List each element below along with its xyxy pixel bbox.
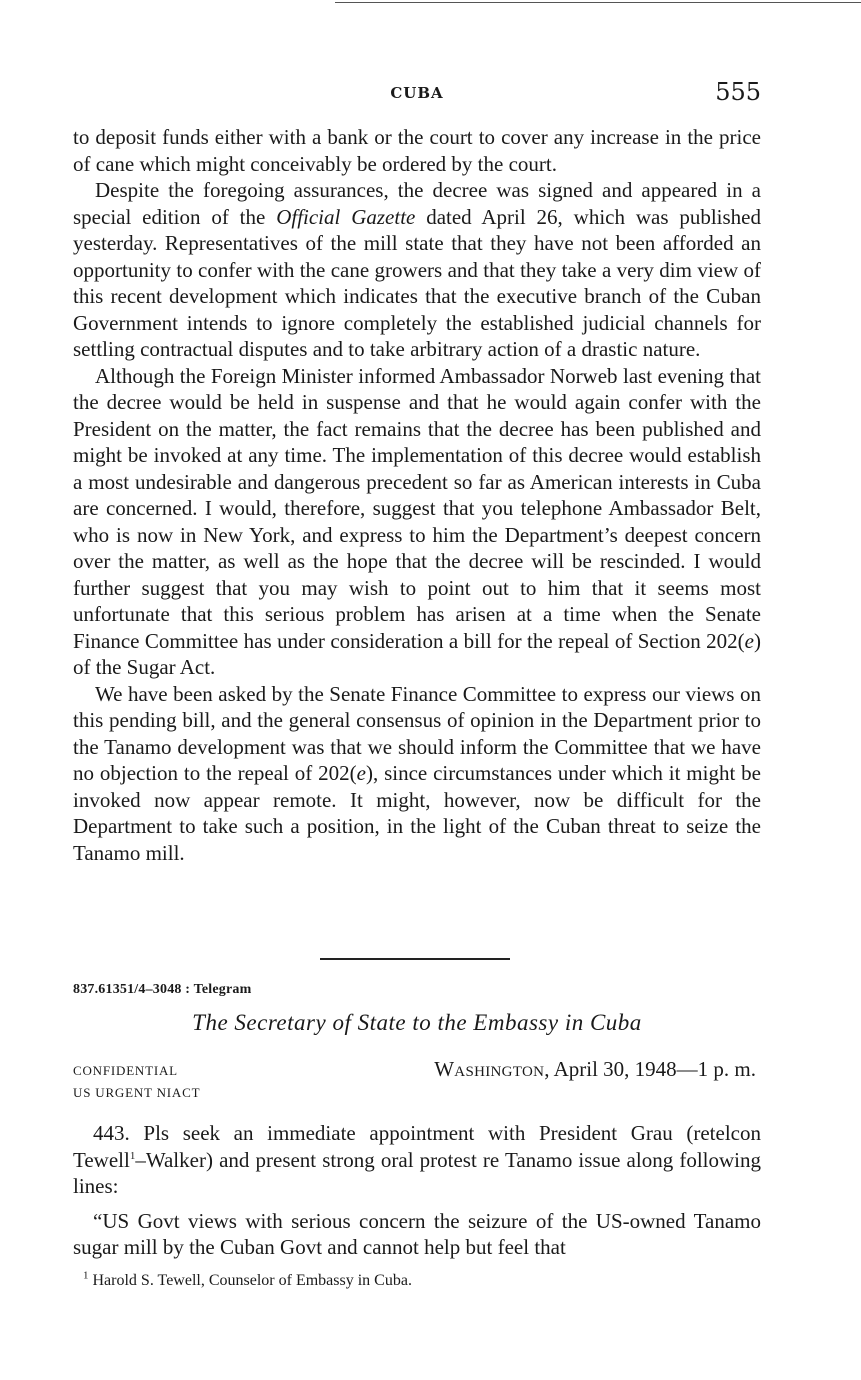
paragraph-3-section-letter: e [744, 628, 754, 653]
paragraph-4-text-b: ), since circumstances under which it might be invoked now appear remote. It might, however, now be difficult for the Department to take such a position, in the light of the Cuban threat to seize the Tanamo mill. [73, 761, 761, 865]
paragraph-2 [73, 177, 761, 363]
paragraph-3-text-b: ) of the Sugar Act. [73, 628, 761, 679]
telegram-paragraph-text-a: 443. Pls seek an immediate appointment with President Grau (retelcon Tewell [73, 1121, 761, 1172]
body-text [73, 124, 761, 866]
paragraph-2-text-a: Despite the foregoing assurances, the decree was signed and appeared in a special edition of the [73, 178, 761, 229]
telegram-text [73, 1120, 761, 1261]
footnote [83, 1269, 412, 1290]
document-heading: The Secretary of State to the Embassy in Cuba [192, 1010, 642, 1035]
classification-urgency: US URGENT NIACT [73, 1085, 201, 1100]
footnote-marker: 1 [129, 1149, 136, 1162]
dateline-date: , April 30, 1948—1 p. m. [544, 1057, 756, 1081]
footnote-number: 1 [83, 1269, 89, 1282]
paragraph-4-text-a: We have been asked by the Senate Finance Committee to express our views on this pending bill, and the general consensus of opinion in the Department prior to the Tanamo development was that we should inform the Committee that we have no objection to the repeal of 202( [73, 681, 761, 785]
paragraph-4 [73, 681, 761, 867]
running-head [73, 78, 761, 108]
dateline-place: Washington [434, 1057, 545, 1081]
paragraph-3-text-a: Although the Foreign Minister informed Ambassador Norweb last evening that the decree would be held in suspense and that he would again confer with the President on the matter, the fact remains that the decree has been published and might be invoked at any time. The implementation of this decree would establish a most undesirable and dangerous precedent so far as American interests in Cuba are concerned. I would, therefore, suggest that you telephone Ambassador Belt, who is now in New York, and express to him the Department’s deepest concern over the matter, as well as the hope that the decree will be rescinded. I would further suggest that you may wish to point out to him that it seems most unfortunate that this serious problem has arisen at a time when the Senate Finance Committee has under consideration a bill for the repeal of Section 202( [73, 363, 761, 653]
paragraph-1: to deposit funds either with a bank or the court to cover any increase in the price of cane which might conceivably be ordered by the court. [73, 125, 761, 176]
running-title: CUBA [390, 84, 444, 102]
section-divider [320, 958, 510, 960]
classification-block [73, 1060, 200, 1104]
telegram-paragraph-text-b: –Walker) and present strong oral protest re Tanamo issue along following lines: [73, 1147, 761, 1198]
paragraph-3 [73, 363, 761, 681]
official-gazette-title: Official Gazette [276, 204, 416, 229]
telegram-paragraph [73, 1120, 761, 1200]
footnote-text: Harold S. Tewell, Counselor of Embassy in Cuba. [88, 1272, 412, 1289]
classification-confidential: CONFIDENTIAL [73, 1063, 178, 1078]
page-number: 555 [715, 78, 761, 106]
paragraph-4-section-letter: e [356, 761, 366, 785]
top-rule [335, 2, 861, 3]
telegram-quote: “US Govt views with serious concern the seizure of the US-owned Tanamo sugar mill by the Cuban Govt and cannot help but feel that [73, 1208, 761, 1259]
paragraph-2-text-b: dated April 26, which was published yesterday. Representatives of the mill state that they have not been afforded an opportunity to confer with the cane growers and that they take a very dim view of this recent development which indicates that the executive branch of the Cuban Government intends to ignore completely the established judicial channels for settling contractual disputes and to take arbitrary action of a drastic nature. [73, 204, 762, 361]
dateline [434, 1057, 756, 1082]
file-reference: 837.61351/4–3048 : Telegram [73, 982, 252, 997]
